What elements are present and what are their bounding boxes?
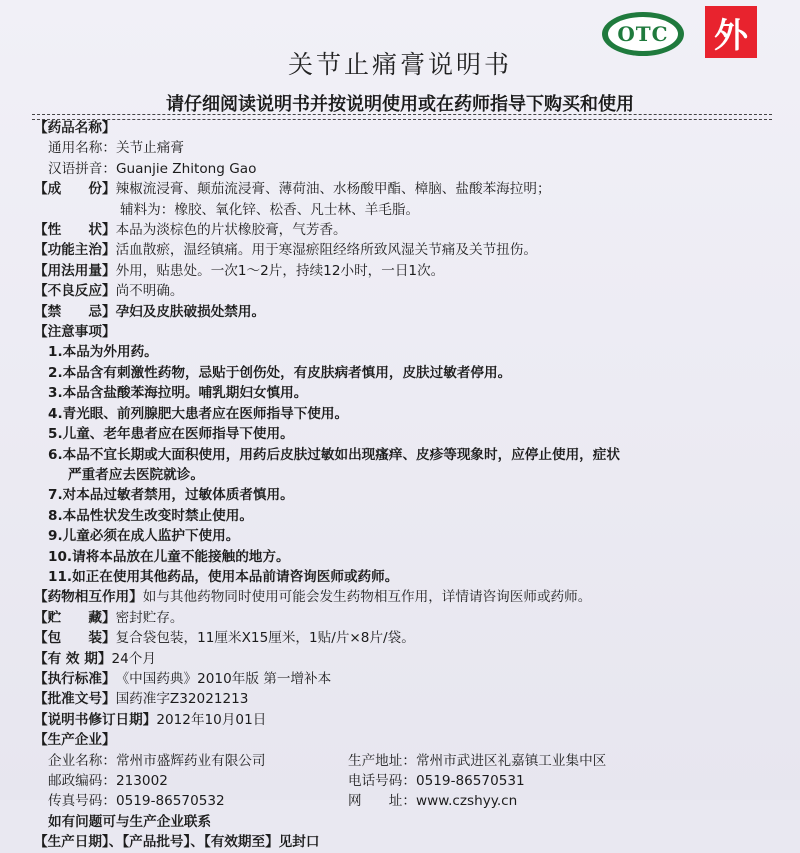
adverse-label: 【不良反应】 (34, 283, 116, 300)
revision-label: 【说明书修订日期】 (34, 711, 157, 728)
standard-section (34, 669, 774, 689)
usage-warning: 请仔细阅读说明书并按说明使用或在药师指导下购买和使用 (166, 94, 634, 115)
pinyin-name: 汉语拼音：Guanjie Zhitong Gao (48, 160, 257, 177)
interactions-text: 如与其他药物同时使用可能会发生药物相互作用，详情请咨询医师或药师。 (142, 589, 592, 606)
contraindications-section (34, 302, 774, 322)
manufacturer-label: 【生产企业】 (34, 732, 116, 749)
package-label: 【包 装】 (34, 630, 116, 647)
revision-section (34, 710, 774, 730)
storage-section (34, 608, 774, 628)
dosage-label: 【用法用量】 (34, 262, 116, 279)
precaution-item: 3.本品含盐酸苯海拉明。哺乳期妇女慎用。 (48, 385, 308, 402)
contraindications-text: 孕妇及皮肤破损处禁用。 (115, 303, 266, 320)
revision-text: 2012年10月01日 (156, 711, 267, 728)
precaution-item: 9.儿童必须在成人监护下使用。 (48, 528, 240, 545)
company-name: 企业名称：常州市盛辉药业有限公司 (48, 752, 266, 769)
adverse-text: 尚不明确。 (115, 283, 184, 300)
precaution-item: 8.本品性状发生改变时禁止使用。 (48, 507, 253, 524)
approval-label: 【批准文号】 (34, 691, 116, 708)
properties-label: 【性 状】 (34, 222, 116, 239)
divider (32, 114, 772, 115)
precaution-item-continued: 严重者应去医院就诊。 (68, 466, 204, 483)
dosage-section (34, 261, 774, 281)
validity-label: 【有 效 期】 (34, 650, 112, 667)
otc-label: OTC (608, 17, 678, 51)
interactions-label: 【药物相互作用】 (34, 589, 143, 606)
package-section (34, 628, 774, 648)
drug-name-label: 【药品名称】 (34, 120, 116, 136)
properties-section (34, 220, 774, 240)
indications-section (34, 240, 774, 260)
properties-text: 本品为淡棕色的片状橡胶膏，气芳香。 (115, 222, 347, 239)
contact-note: 如有问题可与生产企业联系 (48, 813, 212, 830)
standard-label: 【执行标准】 (34, 670, 116, 687)
approval-text: 国药准字Z32021213 (115, 691, 249, 708)
precaution-item: 6.本品不宜长期或大面积使用，用药后皮肤过敏如出现瘙痒、皮疹等现象时，应停止使用，症状 (48, 446, 620, 463)
precaution-item: 2.本品含有刺激性药物，忌贴于创伤处，有皮肤病者慎用，皮肤过敏者停用。 (48, 364, 512, 381)
manufacturer-row (34, 751, 774, 771)
precaution-item: 1.本品为外用药。 (48, 344, 158, 361)
precaution-item: 5.儿童、老年患者应在医师指导下使用。 (48, 426, 294, 443)
adverse-section (34, 281, 774, 301)
phone-number: 电话号码：0519-86570531 (348, 773, 525, 789)
precaution-item: 11.如正在使用其他药品，使用本品前请咨询医师或药师。 (48, 568, 399, 585)
website: 网 址：www.czshyy.cn (348, 793, 518, 810)
precaution-item: 4.青光眼、前列腺肥大患者应在医师指导下使用。 (48, 405, 349, 422)
contraindications-label: 【禁 忌】 (34, 303, 116, 320)
validity-section (34, 649, 774, 669)
manufacturer-row (34, 771, 774, 791)
footer-note: 【生产日期】、【产品批号】、【有效期至】见封口 (34, 834, 320, 851)
package-text: 复合袋包装，11厘米X15厘米，1贴/片×8片/袋。 (115, 630, 415, 647)
storage-text: 密封贮存。 (115, 609, 184, 626)
precautions-label: 【注意事项】 (34, 324, 116, 341)
excipients-text: 辅料为：橡胶、氧化锌、松香、凡士林、羊毛脂。 (120, 201, 420, 218)
postcode: 邮政编码：213002 (48, 773, 168, 789)
fax-number: 传真号码：0519-86570532 (48, 793, 225, 810)
ingredients-text: 辣椒流浸膏、颠茄流浸膏、薄荷油、水杨酸甲酯、樟脑、盐酸苯海拉明； (115, 181, 551, 198)
production-address: 生产地址：常州市武进区礼嘉镇工业集中区 (348, 752, 607, 769)
indications-label: 【功能主治】 (34, 242, 116, 259)
indications-text: 活血散瘀，温经镇痛。用于寒湿瘀阻经络所致风湿关节痛及关节扭伤。 (115, 242, 537, 259)
precaution-item: 7.对本品过敏者禁用，过敏体质者慎用。 (48, 487, 294, 504)
ingredients-label: 【成 份】 (34, 181, 116, 198)
common-name: 通用名称：关节止痛膏 (48, 140, 184, 157)
approval-section (34, 689, 774, 709)
storage-label: 【贮 藏】 (34, 609, 116, 626)
standard-text: 《中国药典》2010年版 第一增补本 (115, 670, 332, 687)
ingredients-section (34, 179, 774, 199)
precaution-item: 10.请将本品放在儿童不能接触的地方。 (48, 548, 290, 565)
manufacturer-row (34, 791, 774, 811)
external-use-badge: 外 (705, 6, 757, 58)
dosage-text: 外用，贴患处。一次1～2片，持续12小时，一日1次。 (115, 262, 445, 279)
interactions-section (34, 587, 774, 607)
page-title: 关节止痛膏说明书 (287, 50, 512, 79)
leaflet-body (34, 118, 774, 853)
validity-text: 24个月 (111, 650, 156, 667)
